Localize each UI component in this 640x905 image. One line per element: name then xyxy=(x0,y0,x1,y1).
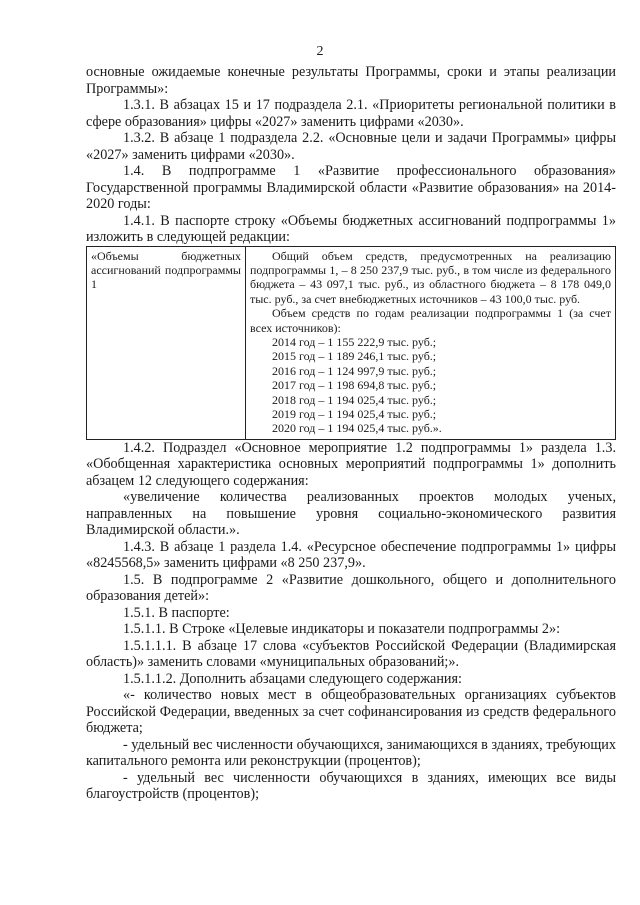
page-number: 2 xyxy=(316,44,324,59)
table-cell-content xyxy=(246,246,616,439)
paragraphs-after xyxy=(86,440,616,803)
year-line: 2014 год – 1 155 222,9 тыс. руб.; xyxy=(272,334,437,349)
paragraph: 1.4.2. Подраздел «Основное мероприятие 1.2 подпрограммы 1» раздела 1.3. «Обобщенная характеристика основных мероприятий подпрограммы 1» дополнить абзацем 12 следующего содержания: xyxy=(86,439,616,489)
cell-intro-text: Общий объем средств, предусмотренных на реализацию подпрограммы 1, – 8 250 237,9 тыс. руб., в том числе из федерального бюджета – 43 097,1 тыс. руб., из областного бюджета – 8 178 049,0 тыс. руб., за счет внебюджетных источников – 43 100,0 тыс. руб. xyxy=(250,248,611,306)
paragraph: 1.5.1.1. В Строке «Целевые индикаторы и показатели подпрограммы 2»: xyxy=(123,621,561,638)
cell-label-text: «Объемы бюджетных ассигнований подпрограммы 1 xyxy=(91,248,241,292)
paragraph: - удельный вес численности обучающихся, занимающихся в зданиях, требующих капитального ремонта или реконструкции (процентов); xyxy=(86,736,616,770)
paragraph: 1.5.1.1.2. Дополнить абзацами следующего содержания: xyxy=(123,670,462,687)
table-cell-label xyxy=(87,246,246,439)
paragraph: 1.5.1.1.1. В абзаце 17 слова «субъектов Российской Федерации (Владимирская область)» заменить словами «муниципальных образований;». xyxy=(86,637,616,671)
year-line: 2016 год – 1 124 997,9 тыс. руб.; xyxy=(272,363,437,378)
year-line: 2020 год – 1 194 025,4 тыс. руб.». xyxy=(272,421,442,436)
cell-years-heading: Объем средств по годам реализации подпрограммы 1 (за счет всех источников): xyxy=(250,306,611,335)
paragraph: 1.3.2. В абзаце 1 подраздела 2.2. «Основные цели и задачи Программы» цифры «2027» заменить цифрами «2030». xyxy=(86,130,616,163)
table-row xyxy=(87,246,616,439)
paragraph: «увеличение количества реализованных проектов молодых ученых, направленных на повышение уровня социально-экономического развития Владимирской области.». xyxy=(86,489,616,539)
year-line: 2018 год – 1 194 025,4 тыс. руб.; xyxy=(272,392,437,407)
paragraph: 1.4.3. В абзаце 1 раздела 1.4. «Ресурсное обеспечение подпрограммы 1» цифры «8245568,5» заменить цифрами «8 250 237,9». xyxy=(86,538,616,572)
paragraph: «- количество новых мест в общеобразовательных организациях субъектов Российской Федерации, введенных за счет софинансирования из средств федерального бюджета; xyxy=(86,687,616,737)
paragraph: 1.3.1. В абзацах 15 и 17 подраздела 2.1. «Приоритеты региональной политики в сфере образования» цифры «2027» заменить цифрами «2030». xyxy=(86,97,616,130)
budget-table xyxy=(86,246,616,440)
paragraph: основные ожидаемые конечные результаты Программы, сроки и этапы реализации Программы»: xyxy=(86,64,616,97)
document-body xyxy=(86,64,616,803)
paragraph: 1.5.1. В паспорте: xyxy=(123,604,230,621)
year-line: 2015 год – 1 189 246,1 тыс. руб.; xyxy=(272,349,437,364)
year-line: 2017 год – 1 198 694,8 тыс. руб.; xyxy=(272,378,437,393)
paragraphs-before xyxy=(86,64,616,246)
year-line: 2019 год – 1 194 025,4 тыс. руб.; xyxy=(272,406,437,421)
paragraph: 1.4. В подпрограмме 1 «Развитие профессионального образования» Государственной программы Владимирской области «Развитие образования» на 2014-2020 годы: xyxy=(86,163,616,212)
paragraph: - удельный вес численности обучающихся в зданиях, имеющих все виды благоустройств (процентов); xyxy=(86,769,616,803)
paragraph: 1.4.1. В паспорте строку «Объемы бюджетных ассигнований подпрограммы 1» изложить в следующей редакции: xyxy=(86,212,616,245)
paragraph: 1.5. В подпрограмме 2 «Развитие дошкольного, общего и дополнительного образования детей»: xyxy=(86,571,616,605)
